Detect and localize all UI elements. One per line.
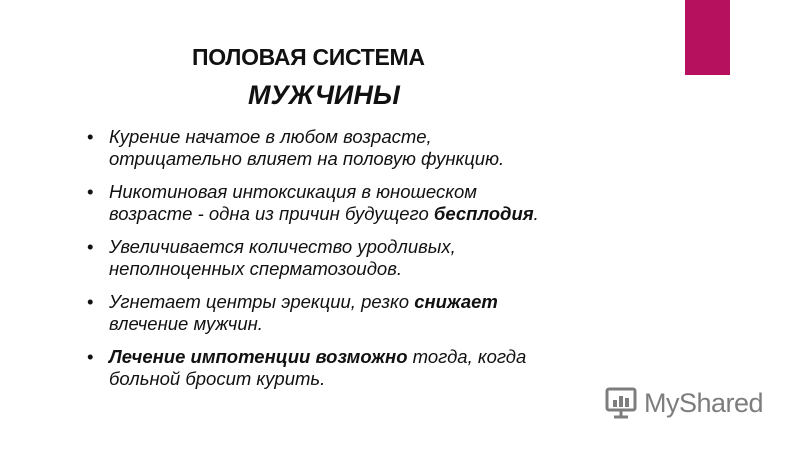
- bullet-text: больной бросит курить.: [109, 368, 326, 389]
- slide-title: ПОЛОВАЯ СИСТЕМА: [192, 44, 425, 70]
- bullet-text: влечение мужчин.: [109, 313, 263, 334]
- bullet-text: Никотиновая интоксикация в юношеском: [109, 181, 477, 202]
- bullet-item: [87, 346, 607, 390]
- bullet-emphasis: снижает: [414, 291, 498, 312]
- bullet-dot-icon: •: [87, 236, 94, 257]
- watermark-text: MyShared: [644, 387, 764, 418]
- bullet-text: Увеличивается количество уродливых,: [109, 236, 456, 257]
- bullet-text: неполноценных сперматозоидов.: [109, 258, 403, 279]
- bullet-text: возрасте - одна из причин будущего: [109, 203, 434, 224]
- bullet-emphasis: бесплодия: [433, 203, 534, 224]
- bullet-item: [87, 126, 607, 170]
- bullet-text: Курение начатое в любом возрасте,: [109, 126, 432, 147]
- presentation-board-icon: [604, 386, 638, 420]
- bullet-text: тогда, когда: [407, 346, 527, 367]
- slide-subtitle: МУЖЧИНЫ: [248, 80, 400, 110]
- bullet-dot-icon: •: [87, 291, 94, 312]
- bullet-text: отрицательно влияет на половую функцию.: [109, 148, 505, 169]
- accent-bar: [685, 0, 730, 75]
- bullet-dot-icon: •: [87, 181, 94, 202]
- bullet-text: .: [533, 203, 539, 224]
- bullet-item: [87, 236, 607, 280]
- bullet-emphasis: Лечение импотенции возможно: [109, 346, 408, 367]
- bullet-item: [87, 181, 607, 225]
- bullet-dot-icon: •: [87, 346, 94, 367]
- bullet-text: Угнетает центры эрекции, резко: [109, 291, 415, 312]
- bullet-list: [87, 126, 607, 401]
- bullet-dot-icon: •: [87, 126, 94, 147]
- bullet-item: [87, 291, 607, 335]
- watermark-logo: [604, 386, 763, 420]
